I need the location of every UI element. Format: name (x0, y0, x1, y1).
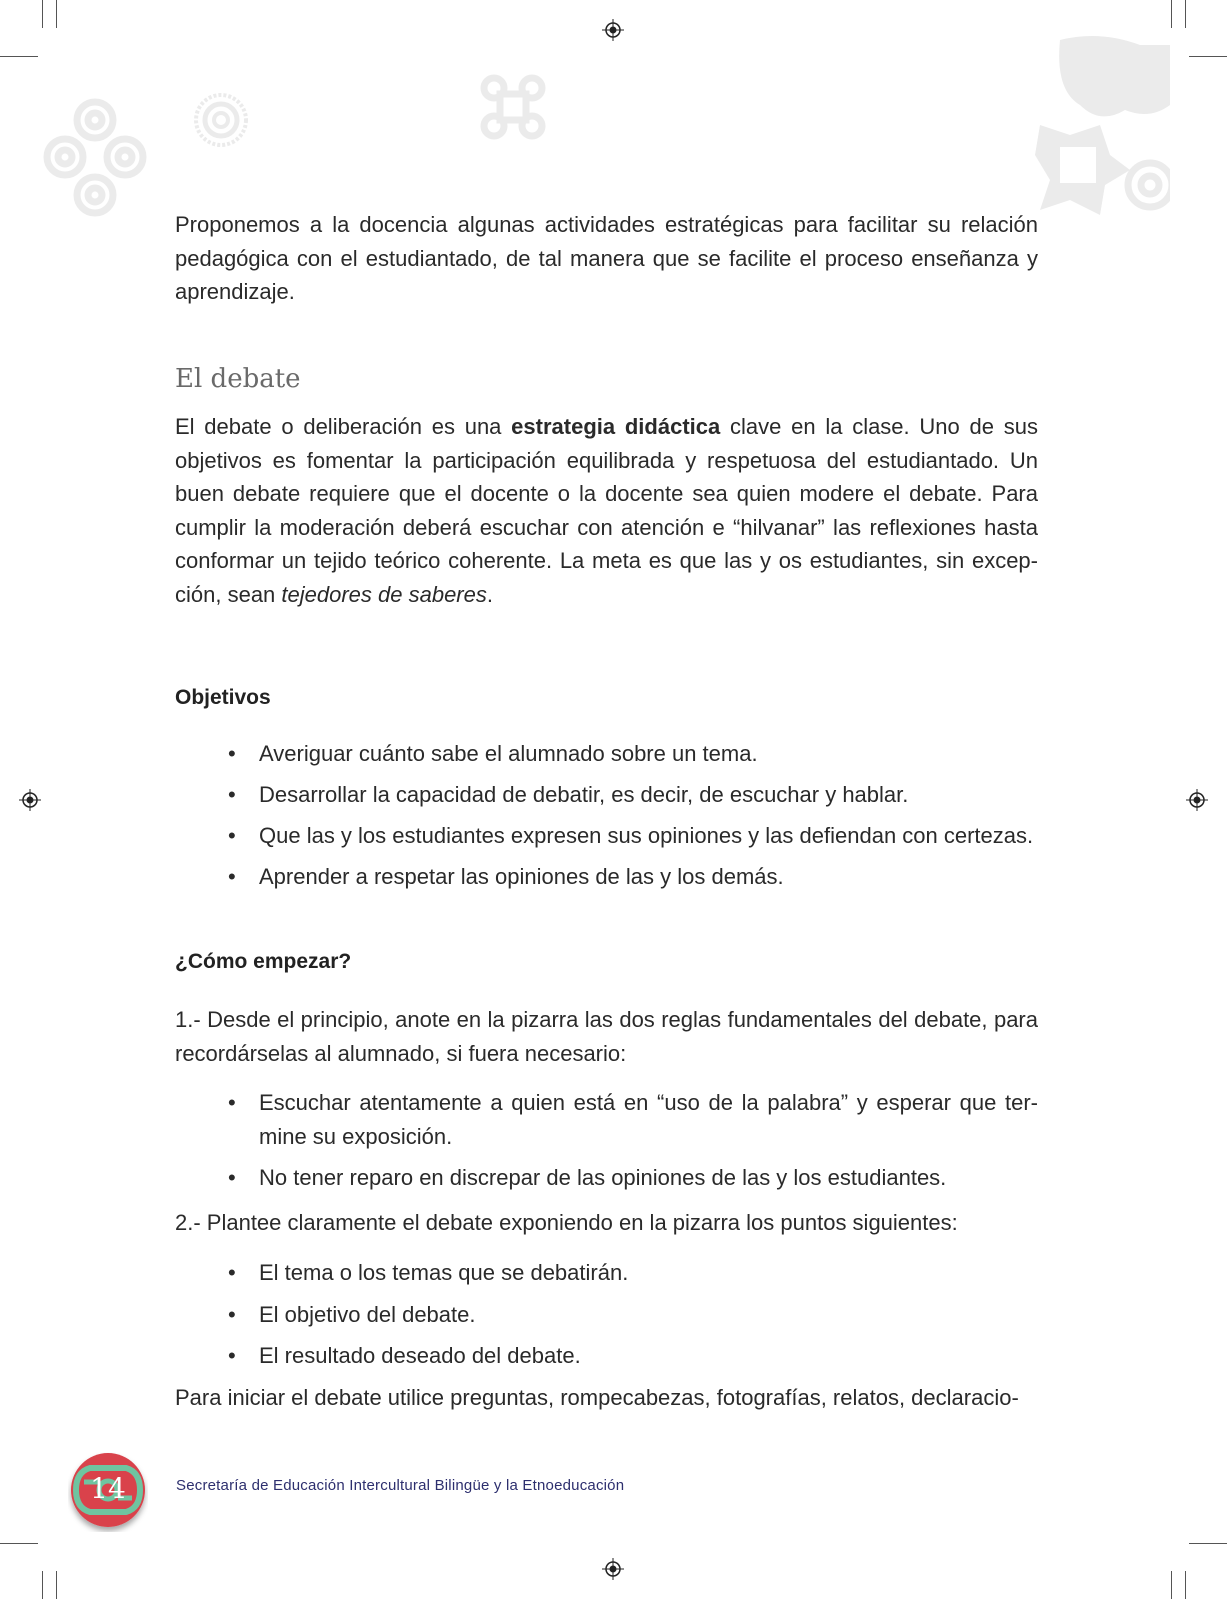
list-item-text: Aprender a respetar las opiniones de las y los demás. (259, 864, 784, 889)
list-item-text: El objetivo del debate. (259, 1301, 476, 1327)
list-item-text: El tema o los temas que se debatirán. (259, 1260, 629, 1285)
crop-mark (56, 1571, 57, 1599)
list-item (228, 1161, 1038, 1195)
registration-mark-icon (1186, 789, 1208, 811)
registration-mark-icon (602, 19, 624, 41)
objetivos-list (228, 737, 1038, 894)
crop-mark (42, 1571, 43, 1599)
circle-ornament-icon (193, 92, 249, 148)
bullet-icon: • (228, 823, 236, 848)
bullet-icon: • (228, 864, 236, 889)
list-item (228, 737, 1038, 771)
list-item (228, 1256, 1038, 1290)
registration-mark-icon (602, 1558, 624, 1580)
bold-term: estrategia didáctica (511, 414, 721, 439)
objetivos-heading: Objetivos (175, 686, 271, 709)
bullet-icon: • (228, 1343, 236, 1368)
spiral-ornament-icon (40, 95, 150, 220)
crop-mark (0, 1543, 38, 1544)
crop-mark (0, 56, 38, 57)
paragraph-text: El debate o deliberación es una (175, 414, 512, 439)
list-item (228, 778, 1038, 812)
crop-mark (1185, 0, 1186, 28)
list-item (228, 860, 1038, 894)
bullet-icon: • (228, 782, 236, 807)
crop-mark (42, 0, 43, 28)
intro-paragraph: Proponemos a la docencia algunas actividades estratégicas para facilitar su relación pedagógica con el estudiantado, de tal manera que se facilite el proceso enseñanza y aprendizaje. (175, 212, 1038, 305)
empezar-heading: ¿Cómo empezar? (175, 950, 352, 973)
crop-mark (1171, 0, 1172, 28)
crop-mark (56, 0, 57, 28)
paragraph-text: . (486, 581, 493, 607)
list-item-text: Averiguar cuánto sabe el alumnado sobre un tema. (259, 741, 758, 766)
section-title: El debate (175, 364, 301, 394)
crop-mark (1185, 1571, 1186, 1599)
step-2-paragraph: 2.- Plantee claramente el debate exponiendo en la pizarra los puntos siguientes: (175, 1210, 958, 1235)
bullet-icon: • (228, 1301, 236, 1327)
bullet-icon: • (228, 1260, 236, 1285)
list-item-text: Desarrollar la capacidad de debatir, es decir, de escuchar y hablar. (259, 782, 909, 807)
section-paragraph (175, 410, 1038, 612)
footer-publisher: Secretaría de Educación Intercultural Bilingüe y la Etnoeducación (176, 1477, 625, 1494)
bullet-icon: • (228, 1165, 236, 1190)
corner-ornament-icon (1030, 35, 1170, 245)
list-item-text: Escuchar atentamente a quien está en “uso de la palabra” y esperar que ter-mine su exposición. (259, 1090, 1038, 1149)
closing-paragraph: Para iniciar el debate utilice preguntas, rompecabezas, fotografías, relatos, declaracio- (175, 1385, 1019, 1410)
page-number: 14 (90, 1472, 126, 1505)
list-item-text: Que las y los estudiantes expresen sus opiniones y las defiendan con certezas. (259, 823, 1034, 848)
crop-mark (1189, 1543, 1227, 1544)
registration-mark-icon (19, 789, 41, 811)
list-item (228, 819, 1038, 853)
bullet-icon: • (228, 741, 236, 766)
knot-ornament-icon (478, 72, 548, 142)
list-item (228, 1298, 1038, 1332)
step-1-paragraph: 1.- Desde el principio, anote en la pizarra las dos reglas fundamentales del debate, para recordárselas al alumnado, si fuera necesario: (175, 1007, 1038, 1066)
bullet-icon: • (228, 1090, 236, 1115)
paragraph-text: clave en la clase. Uno de sus objetivos es fomentar la participación equilibrada y respetuosa del estudiantado. Un buen debate requiere que el docente o la docente sea quien modere el debate. Para cumplir la moderación deberá escuchar con atención e “hilvanar” las reflexiones hasta conformar un tejido teórico coherente. La meta es que las y os estudiantes, sin excep-ción, sean (175, 414, 1038, 607)
list-item (228, 1086, 1038, 1153)
crop-mark (1171, 1571, 1172, 1599)
list-item (228, 1339, 1038, 1373)
crop-mark (1189, 56, 1227, 57)
step-1-list (228, 1086, 1038, 1195)
list-item-text: No tener reparo en discrepar de las opiniones de las y los estudiantes. (259, 1165, 947, 1190)
list-item-text: El resultado deseado del debate. (259, 1343, 581, 1368)
italic-term: tejedores de saberes (281, 581, 487, 607)
step-2-list (228, 1256, 1038, 1373)
